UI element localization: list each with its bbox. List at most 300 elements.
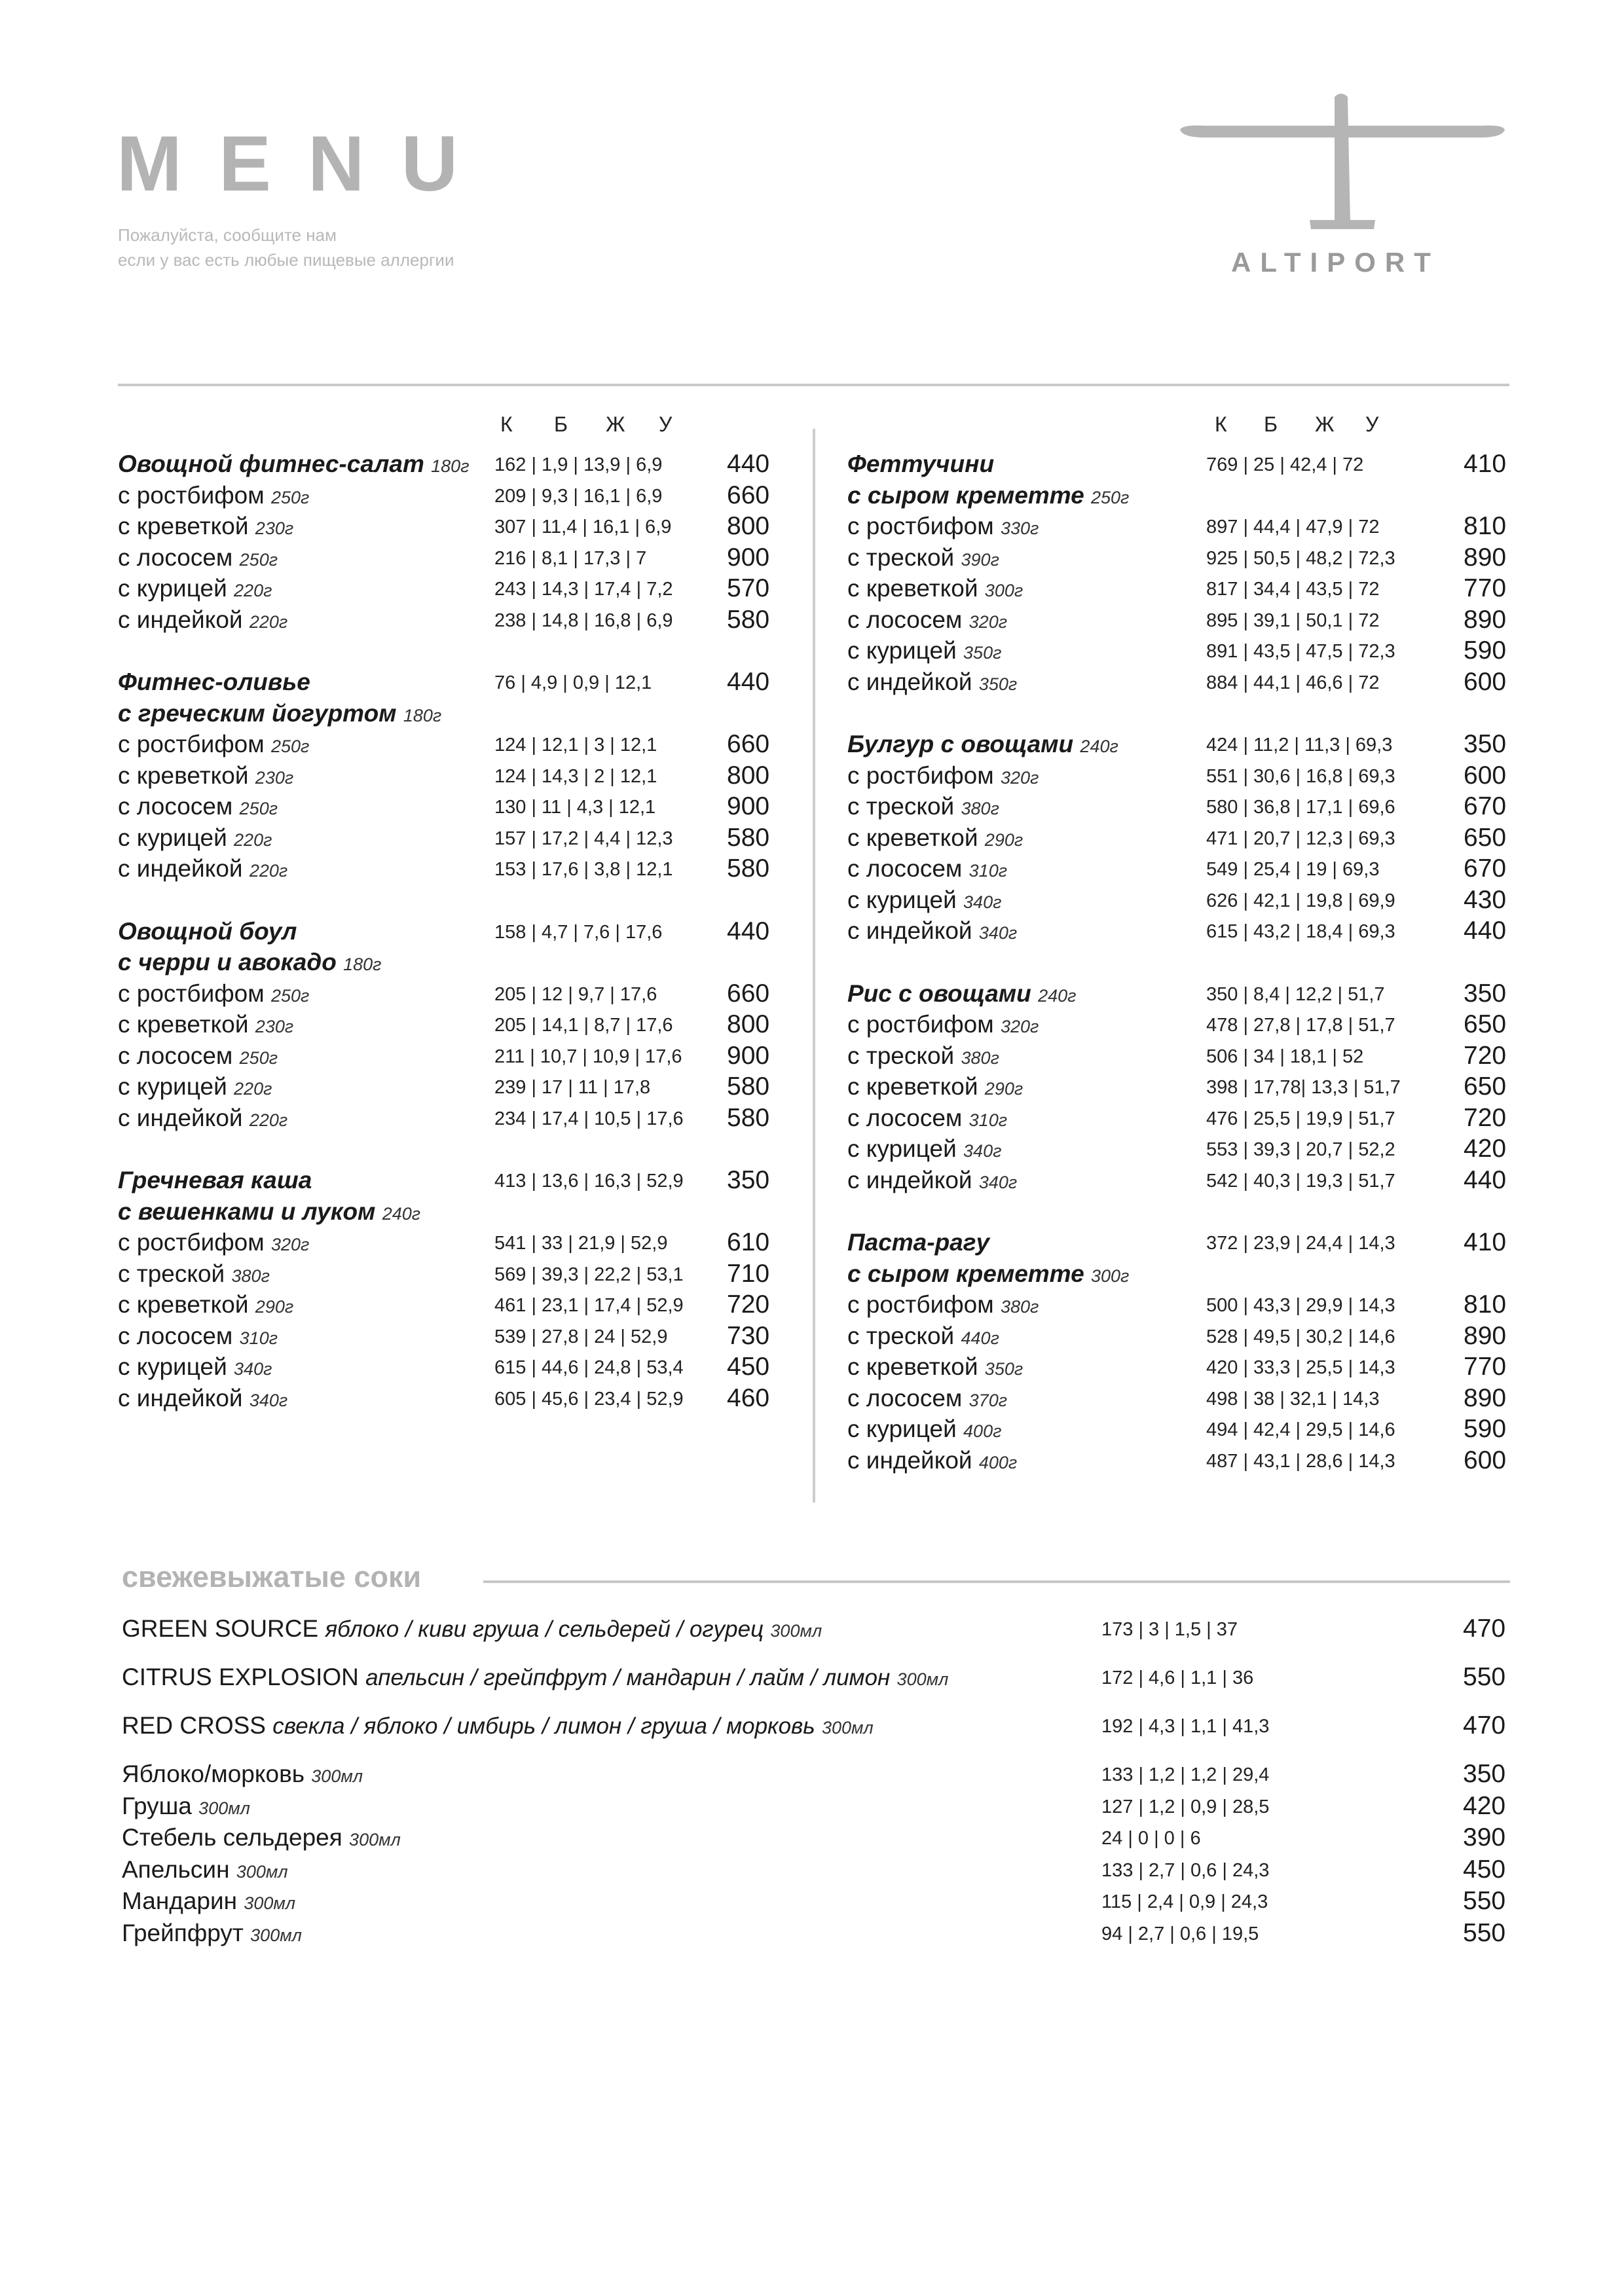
- dish-variant: [847, 574, 1023, 606]
- menu-item-row: [847, 1259, 1515, 1290]
- dish-name: с черри и авокадо: [118, 949, 337, 975]
- allergy-notice: [118, 223, 454, 272]
- menu-item-row: [118, 792, 792, 823]
- dish-price: 800: [727, 761, 770, 790]
- nutrition-values: 157 | 17,2 | 4,4 | 12,3: [494, 828, 673, 849]
- dish-name: с курицей: [847, 637, 957, 664]
- dish-price: 900: [727, 1041, 770, 1070]
- juice-name-line: [122, 1886, 295, 1918]
- dish-variant: [118, 543, 278, 575]
- header-zh: Ж: [606, 412, 625, 436]
- dish-price: 600: [1464, 761, 1507, 790]
- nutrition-values: 498 | 38 | 32,1 | 14,3: [1206, 1388, 1380, 1410]
- juice-price: 470: [1463, 1711, 1506, 1740]
- dish-weight: 400г: [963, 1421, 1002, 1441]
- menu-item-row: [118, 449, 792, 481]
- menu-item-row: [847, 1010, 1515, 1041]
- left-dish-list: [118, 449, 792, 1414]
- dish-weight: 250г: [239, 549, 278, 570]
- menu-item-row: [847, 1165, 1515, 1197]
- menu-item-row: [847, 885, 1515, 917]
- dish-variant: [118, 1321, 278, 1353]
- dish-name: Феттучини: [847, 450, 995, 477]
- dish-variant: [847, 1165, 1017, 1197]
- dish-name: с треской: [847, 793, 955, 820]
- menu-item-row: [847, 511, 1515, 543]
- dish-variant: [118, 792, 278, 824]
- dish-name: с лососем: [847, 1104, 963, 1131]
- dish-variant: [847, 1446, 1017, 1478]
- nutrition-values: 506 | 34 | 18,1 | 52: [1206, 1046, 1364, 1067]
- dish-price: 800: [727, 512, 770, 540]
- menu-item-row: [847, 792, 1515, 823]
- dish-variant: [118, 481, 309, 513]
- nutrition-values: 239 | 17 | 11 | 17,8: [494, 1077, 651, 1098]
- dish-name: с сыром креметте: [847, 481, 1084, 509]
- dish-weight: 350г: [978, 674, 1018, 694]
- dish-name: Фитнес-оливье: [118, 668, 310, 695]
- nutrition-values: 133 | 2,7 | 0,6 | 24,3: [1101, 1859, 1270, 1881]
- dish-weight: 380г: [231, 1266, 270, 1286]
- dish-title: [118, 947, 382, 979]
- juice-name: Яблоко/морковь: [122, 1760, 304, 1787]
- juice-price: 390: [1463, 1823, 1506, 1851]
- dish-weight: 380г: [1000, 1297, 1039, 1317]
- menu-item-row: [847, 916, 1515, 947]
- dish-title: [118, 917, 297, 947]
- header-b: Б: [1264, 412, 1278, 436]
- menu-item-row: [847, 979, 1515, 1010]
- header-zh: Ж: [1315, 412, 1335, 436]
- dish-weight: 250г: [270, 737, 310, 756]
- nutrition-values: 476 | 25,5 | 19,9 | 51,7: [1206, 1108, 1395, 1129]
- menu-item-row: [118, 574, 792, 605]
- menu-item-row: [118, 854, 792, 885]
- dish-name: с индейкой: [118, 606, 243, 633]
- dish-variant: [847, 667, 1017, 699]
- dish-price: 770: [1464, 574, 1507, 602]
- menu-item-row: [847, 1352, 1515, 1383]
- dish-weight: 230г: [255, 1017, 294, 1036]
- nutrition-values: 238 | 14,8 | 16,8 | 6,9: [494, 610, 673, 631]
- menu-item-row: [847, 481, 1515, 512]
- dish-weight: 220г: [234, 1079, 272, 1099]
- nutrition-values: 209 | 9,3 | 16,1 | 6,9: [494, 485, 663, 507]
- nutrition-values: 487 | 43,1 | 28,6 | 14,3: [1206, 1450, 1395, 1472]
- dish-price: 720: [1464, 1041, 1507, 1070]
- dish-weight: 250г: [239, 799, 278, 818]
- juice-volume: 300мл: [770, 1621, 822, 1641]
- nutrition-values: 205 | 14,1 | 8,7 | 17,6: [494, 1015, 673, 1036]
- header-k: К: [1215, 412, 1227, 436]
- dish-name: с сыром креметте: [847, 1260, 1084, 1287]
- dish-name: Овощной фитнес-салат: [118, 450, 424, 477]
- menu-item-row: [118, 947, 792, 979]
- dish-price: 660: [727, 979, 770, 1008]
- right-dish-list: [847, 449, 1515, 1476]
- dish-variant: [118, 729, 309, 761]
- menu-item-row: [847, 1321, 1515, 1353]
- dish-title: [847, 979, 1076, 1011]
- dish-variant: [847, 543, 999, 575]
- dish-name: с креветкой: [847, 575, 978, 602]
- dish-name: с ростбифом: [118, 731, 265, 757]
- dish-price: 350: [1464, 730, 1507, 758]
- dish-weight: 440г: [961, 1328, 999, 1348]
- nutrition-values: 605 | 45,6 | 23,4 | 52,9: [494, 1388, 684, 1410]
- dish-weight: 330г: [1000, 519, 1039, 538]
- dish-price: 890: [1464, 543, 1507, 572]
- dish-price: 890: [1464, 1383, 1507, 1412]
- dish-name: с курицей: [118, 575, 227, 602]
- dish-price: 450: [727, 1353, 770, 1381]
- dish-name: с треской: [847, 1042, 955, 1069]
- dish-variant: [118, 1072, 272, 1104]
- dish-weight: 380г: [961, 799, 999, 818]
- right-menu-column: [847, 412, 1515, 1476]
- dish-name: с ростбифом: [118, 1229, 265, 1256]
- dish-weight: 320г: [1000, 1017, 1039, 1036]
- dish-variant: [118, 1041, 278, 1073]
- dish-weight: 310г: [239, 1328, 278, 1348]
- menu-item-row: [847, 854, 1515, 885]
- dish-name: с треской: [847, 1322, 955, 1349]
- dish-name: с индейкой: [118, 1384, 243, 1412]
- nutrition-values: 350 | 8,4 | 12,2 | 51,7: [1206, 983, 1385, 1005]
- juice-name: Стебель сельдерея: [122, 1824, 342, 1851]
- dish-name: с индейкой: [118, 855, 243, 882]
- dish-variant: [118, 854, 287, 886]
- juice-row: [122, 1855, 1510, 1887]
- menu-item-row: [118, 1259, 792, 1290]
- dish-name: с курицей: [118, 1353, 227, 1380]
- menu-item-row: [847, 667, 1515, 699]
- dish-name: с ростбифом: [118, 481, 265, 509]
- menu-item-row: [118, 511, 792, 543]
- dish-variant: [847, 1383, 1007, 1415]
- dish-variant: [118, 761, 293, 793]
- dish-price: 440: [727, 450, 770, 478]
- nutrition-values: 173 | 3 | 1,5 | 37: [1101, 1619, 1238, 1640]
- menu-item-row: [118, 1197, 792, 1228]
- menu-item-row: [118, 699, 792, 730]
- dish-name: с креветкой: [847, 1073, 978, 1100]
- dish-price: 650: [1464, 823, 1507, 852]
- dish-name: с лососем: [847, 1384, 963, 1412]
- dish-weight: 250г: [270, 985, 310, 1006]
- dish-name: с лососем: [118, 1042, 233, 1069]
- nutrition-values: 420 | 33,3 | 25,5 | 14,3: [1206, 1357, 1395, 1378]
- dish-title: [847, 481, 1129, 513]
- juice-price: 550: [1463, 1887, 1506, 1915]
- nutrition-values: 569 | 39,3 | 22,2 | 53,1: [494, 1264, 684, 1285]
- menu-item-row: [118, 729, 792, 761]
- dish-name: с креветкой: [118, 1291, 249, 1318]
- dish-name: с креветкой: [118, 761, 249, 789]
- dish-name: с курицей: [847, 1135, 957, 1162]
- juice-name-line: [122, 1855, 288, 1887]
- dish-weight: 250г: [270, 487, 310, 507]
- juice-name: RED CROSS: [122, 1712, 266, 1739]
- dish-price: 900: [727, 792, 770, 820]
- dish-weight: 370г: [969, 1390, 1008, 1410]
- dish-weight: 350г: [984, 1359, 1024, 1379]
- dish-variant: [847, 885, 1001, 917]
- menu-item-row: [847, 574, 1515, 605]
- juice-price: 470: [1463, 1614, 1506, 1643]
- nutrition-values: 24 | 0 | 0 | 6: [1101, 1828, 1201, 1849]
- dish-weight: 390г: [961, 549, 999, 570]
- dish-title: [847, 1259, 1129, 1291]
- juice-row: [122, 1791, 1510, 1823]
- nutrition-values: 769 | 25 | 42,4 | 72: [1206, 454, 1364, 475]
- dish-price: 660: [727, 730, 770, 758]
- top-divider: [118, 384, 1509, 386]
- menu-item-row: [118, 917, 792, 948]
- juice-row: [122, 1662, 1510, 1711]
- dish-variant: [847, 792, 999, 824]
- nutrition-values: 925 | 50,5 | 48,2 | 72,3: [1206, 547, 1395, 569]
- menu-item-row: [847, 1290, 1515, 1321]
- dish-name: с индейкой: [847, 1446, 972, 1474]
- nutrition-values: 172 | 4,6 | 1,1 | 36: [1101, 1667, 1254, 1688]
- dish-title: [118, 1165, 312, 1195]
- dish-price: 420: [1464, 1135, 1507, 1163]
- menu-item-row: [847, 1414, 1515, 1446]
- menu-item-row: [118, 1103, 792, 1135]
- nutrition-values: 158 | 4,7 | 7,6 | 17,6: [494, 921, 663, 943]
- dish-variant: [847, 511, 1039, 543]
- dish-name: с лососем: [118, 1322, 233, 1349]
- dish-weight: 290г: [984, 1079, 1024, 1099]
- nutrition-values: 153 | 17,6 | 3,8 | 12,1: [494, 859, 673, 880]
- nutrition-values: 127 | 1,2 | 0,9 | 28,5: [1101, 1796, 1270, 1817]
- dish-variant: [118, 1352, 272, 1384]
- nutrition-values: 549 | 25,4 | 19 | 69,3: [1206, 859, 1380, 880]
- dish-title: [847, 1228, 989, 1258]
- menu-item-row: [118, 543, 792, 574]
- menu-item-row: [118, 1290, 792, 1321]
- nutrition-values: 884 | 44,1 | 46,6 | 72: [1206, 672, 1380, 693]
- nutrition-values: 216 | 8,1 | 17,3 | 7: [494, 547, 647, 569]
- juice-price: 450: [1463, 1855, 1506, 1884]
- glider-icon: [1179, 92, 1506, 242]
- dish-variant: [118, 574, 272, 606]
- dish-name: с лососем: [847, 855, 963, 882]
- juice-name: Груша: [122, 1792, 192, 1819]
- logo-text: ALTIPORT: [1231, 247, 1440, 278]
- menu-item-row: [847, 1134, 1515, 1165]
- dish-variant: [118, 1259, 270, 1291]
- dish-name: с ростбифом: [118, 979, 265, 1007]
- nutrition-header: [118, 412, 792, 449]
- juice-name-line: [122, 1823, 401, 1855]
- nutrition-values: 398 | 17,78| 13,3 | 51,7: [1206, 1077, 1401, 1098]
- dish-variant: [847, 636, 1001, 668]
- dish-name: с креветкой: [118, 513, 249, 539]
- dish-variant: [847, 823, 1023, 855]
- menu-item-row: [847, 761, 1515, 792]
- dish-price: 650: [1464, 1010, 1507, 1038]
- nutrition-values: 211 | 10,7 | 10,9 | 17,6: [494, 1046, 682, 1067]
- menu-item-row: [118, 667, 792, 699]
- dish-weight: 230г: [255, 767, 294, 788]
- dish-price: 810: [1464, 512, 1507, 540]
- dish-variant: [847, 916, 1017, 948]
- left-menu-column: [118, 412, 792, 1414]
- dish-variant: [118, 823, 272, 855]
- nutrition-values: 891 | 43,5 | 47,5 | 72,3: [1206, 641, 1395, 662]
- dish-weight: 340г: [234, 1359, 272, 1379]
- nutrition-values: 372 | 23,9 | 24,4 | 14,3: [1206, 1233, 1395, 1254]
- dish-price: 810: [1464, 1290, 1507, 1319]
- dish-weight: 320г: [270, 1235, 310, 1254]
- dish-title: [847, 449, 994, 479]
- nutrition-header: [847, 412, 1515, 449]
- nutrition-values: 124 | 12,1 | 3 | 12,1: [494, 735, 657, 756]
- dish-price: 770: [1464, 1353, 1507, 1381]
- dish-price: 670: [1464, 854, 1507, 883]
- menu-item-row: [847, 543, 1515, 574]
- juice-volume: 300мл: [250, 1925, 302, 1945]
- nutrition-values: 413 | 13,6 | 16,3 | 52,9: [494, 1171, 684, 1192]
- dish-weight: 340г: [249, 1390, 288, 1410]
- nutrition-values: 461 | 23,1 | 17,4 | 52,9: [494, 1295, 684, 1316]
- nutrition-values: 897 | 44,4 | 47,9 | 72: [1206, 517, 1380, 538]
- nutrition-values: 243 | 14,3 | 17,4 | 7,2: [494, 579, 673, 600]
- dish-variant: [847, 605, 1007, 637]
- dish-price: 590: [1464, 636, 1507, 665]
- juice-name-line: [122, 1614, 822, 1646]
- nutrition-values: 580 | 36,8 | 17,1 | 69,6: [1206, 797, 1395, 818]
- dish-name: с ростбифом: [847, 513, 994, 539]
- dish-price: 350: [727, 1166, 770, 1194]
- menu-item-row: [118, 823, 792, 854]
- menu-item-row: [847, 605, 1515, 636]
- dish-price: 580: [727, 823, 770, 852]
- dish-price: 440: [727, 917, 770, 945]
- menu-item-row: [118, 1165, 792, 1197]
- dish-price: 580: [727, 1103, 770, 1132]
- nutrition-values: 192 | 4,3 | 1,1 | 41,3: [1101, 1716, 1270, 1737]
- juice-row: [122, 1759, 1510, 1791]
- juice-ingredients: свекла / яблоко / имбирь / лимон / груша / морковь: [272, 1713, 815, 1739]
- nutrition-values: 553 | 39,3 | 20,7 | 52,2: [1206, 1139, 1395, 1160]
- dish-weight: 220г: [249, 1110, 288, 1130]
- dish-price: 440: [1464, 1165, 1507, 1194]
- dish-price: 590: [1464, 1415, 1507, 1443]
- menu-item-row: [118, 605, 792, 636]
- menu-item-row: [847, 1228, 1515, 1259]
- juices-divider: [483, 1580, 1510, 1583]
- dish-name: с креветкой: [847, 824, 978, 851]
- menu-item-row: [118, 1352, 792, 1383]
- dish-name: с курицей: [118, 824, 227, 851]
- dish-variant: [118, 1290, 293, 1322]
- nutrition-values: 494 | 42,4 | 29,5 | 14,6: [1206, 1419, 1395, 1440]
- dish-name: с лососем: [847, 606, 963, 633]
- juice-name: GREEN SOURCE: [122, 1615, 319, 1642]
- juice-volume: 300мл: [896, 1669, 949, 1689]
- dish-name: с ростбифом: [847, 1011, 994, 1038]
- dish-weight: 320г: [1000, 767, 1039, 788]
- menu-item-row: [847, 1103, 1515, 1135]
- dish-variant: [847, 761, 1039, 793]
- dish-price: 710: [727, 1259, 770, 1288]
- menu-item-row: [847, 1041, 1515, 1072]
- juice-price: 550: [1463, 1918, 1506, 1947]
- dish-price: 600: [1464, 667, 1507, 696]
- juice-price: 350: [1463, 1760, 1506, 1788]
- menu-item-row: [118, 979, 792, 1010]
- dish-name: Овощной боул: [118, 917, 297, 945]
- menu-item-row: [118, 1228, 792, 1259]
- header-u: У: [659, 412, 673, 436]
- nutrition-values: 615 | 44,6 | 24,8 | 53,4: [494, 1357, 684, 1378]
- dish-name: с курицей: [118, 1073, 227, 1100]
- dish-weight: 250г: [239, 1048, 278, 1068]
- dish-price: 350: [1464, 979, 1507, 1008]
- dish-variant: [118, 1228, 309, 1260]
- dish-weight: 310г: [969, 1110, 1008, 1130]
- dish-price: 610: [727, 1228, 770, 1256]
- dish-price: 440: [1464, 917, 1507, 945]
- juice-volume: 300мл: [236, 1861, 288, 1882]
- nutrition-values: 115 | 2,4 | 0,9 | 24,3: [1101, 1891, 1268, 1912]
- nutrition-values: 528 | 49,5 | 30,2 | 14,6: [1206, 1326, 1395, 1347]
- juice-volume: 300мл: [244, 1893, 296, 1913]
- dish-weight: 220г: [249, 611, 288, 632]
- dish-name: с вешенками и луком: [118, 1197, 376, 1225]
- menu-item-row: [847, 823, 1515, 854]
- menu-item-row: [118, 1010, 792, 1041]
- dish-weight: 340г: [963, 1141, 1002, 1161]
- juice-row: [122, 1886, 1510, 1918]
- juice-row: [122, 1614, 1510, 1662]
- dish-weight: 400г: [978, 1452, 1018, 1472]
- dish-weight: 250г: [1090, 487, 1130, 507]
- menu-item-row: [118, 1321, 792, 1353]
- dish-price: 660: [727, 481, 770, 509]
- dish-variant: [118, 1383, 287, 1415]
- nutrition-values: 551 | 30,6 | 16,8 | 69,3: [1206, 765, 1395, 787]
- dish-name: с индейкой: [847, 668, 972, 695]
- dish-weight: 180г: [403, 705, 442, 725]
- nutrition-values: 817 | 34,4 | 43,5 | 72: [1206, 579, 1380, 600]
- juice-name-line: [122, 1759, 363, 1791]
- dish-weight: 320г: [969, 611, 1008, 632]
- dish-weight: 220г: [249, 861, 288, 881]
- dish-variant: [118, 605, 287, 637]
- dish-name: с треской: [847, 543, 955, 571]
- nutrition-values: 424 | 11,2 | 11,3 | 69,3: [1206, 735, 1393, 756]
- nutrition-values: 541 | 33 | 21,9 | 52,9: [494, 1233, 668, 1254]
- juice-name-line: [122, 1918, 302, 1950]
- dish-weight: 380г: [961, 1048, 999, 1068]
- dish-price: 720: [727, 1290, 770, 1319]
- juice-row: [122, 1918, 1510, 1950]
- juice-ingredients: яблоко / киви груша / сельдерей / огурец: [325, 1616, 764, 1642]
- dish-name: с греческим йогуртом: [118, 699, 397, 727]
- dish-price: 410: [1464, 450, 1507, 478]
- dish-weight: 300г: [984, 581, 1024, 600]
- dish-variant: [847, 1321, 999, 1353]
- dish-name: с треской: [118, 1260, 225, 1287]
- dish-variant: [118, 511, 293, 543]
- nutrition-values: 615 | 43,2 | 18,4 | 69,3: [1206, 921, 1395, 942]
- dish-name: с креветкой: [118, 1011, 249, 1038]
- juice-volume: 300мл: [311, 1766, 363, 1786]
